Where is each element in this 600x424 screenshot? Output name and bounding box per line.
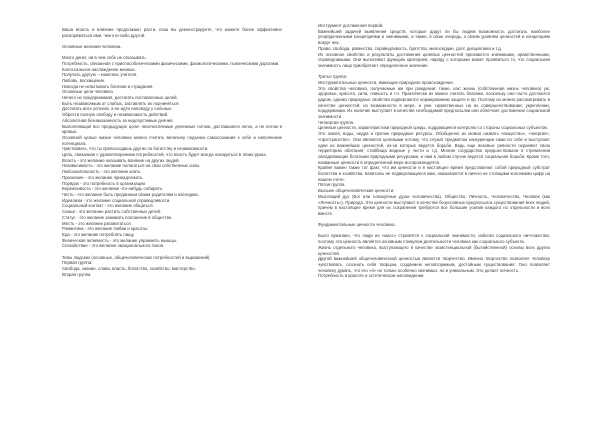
paragraph: Честь - это желание быть преданным своим родителям и наследию.: [62, 191, 199, 197]
paragraph: Романтика - это желание любви и красоты.: [62, 226, 149, 232]
paragraph: Целевые ценности, характеристики природной среды, поддающиеся контролю со стороны социальных субъектов.: [318, 125, 548, 131]
paragraph: Любовь, восхищение.: [62, 77, 106, 83]
paragraph: Независимость - это желание полагаться на свои собственные силы.: [62, 163, 201, 169]
paragraph: Ваша власть и влияние продолжают расти, пока вы демонстрируете, что можете более эффективно распоряжаться ими, чем кто-либо другой.: [62, 27, 282, 38]
paragraph: Свобода, знание, слава, власть, богатство, хозяйство, мастерство.: [62, 265, 196, 271]
paragraph: Пятая группа: [318, 182, 345, 188]
paragraph: Никогда не испытывать болезни и страдания.: [62, 83, 154, 89]
paragraph: Достигать всех успехов, а не идти наповоду у сильных.: [62, 106, 173, 112]
paragraph: Порядок - это потребность в организации.: [62, 180, 147, 186]
paragraph: Обрести полную свободу и независимость действий.: [62, 112, 169, 118]
paragraph: Основные желания человека.: [62, 43, 122, 49]
paragraph: Их основное свойство и результаты достижения целевых ценностей признаются значимыми, нравственными, справедливыми. Они выполняют функцию критериев, наряду с которыми может проявиться то, что социальная значимость лица приобретает определенное значение.: [318, 51, 550, 68]
paragraph: Выполняющая все предыдущие цели- неисчисляемые денежные потоки, доставшиеся легко, а не потом и кровью.: [62, 123, 282, 135]
paragraph: Чувствовать, что ты превосходишь других по богатству и независимости.: [62, 146, 209, 152]
paragraph: Получать другую – комплекс учителя.: [62, 72, 138, 78]
paragraph: Четвертая группа:: [318, 119, 355, 125]
paragraph: Основные цели человека.: [62, 89, 114, 95]
paragraph: Фундаментальные ценности человека.: [318, 222, 396, 228]
left-text-column: [62, 27, 282, 277]
paragraph: Типы людских (основных, общечеловеческих потребностей и выражений): [62, 254, 210, 260]
paragraph: Статус - это желание занимать положение в обществе.: [62, 214, 173, 220]
paragraph: Вторая группа: [62, 271, 91, 277]
paragraph: Было признано, что люди из «масс» стремятся к социальной значимости, избегая социального ничтожества, поэтому эта ценность является основным стимулом деятельности человека как социального субъекта.: [318, 233, 550, 245]
paragraph: Жизнь отдельного человека, выступающего в качестве экзистенциальной (бытийственной) основы всех других ценностей.: [318, 244, 550, 256]
paragraph: Семья - это желание растить собственных детей.: [62, 209, 162, 215]
paragraph: Власть - это желание оказывать влияние на других людей.: [62, 157, 180, 163]
paragraph: Еда - это желание потреблять пищу.: [62, 231, 135, 237]
paragraph: Физическая активность - это желание упражнять мышцы.: [62, 237, 178, 243]
paragraph: Инструментальные ценности, имеющие природное происхождение.: [318, 79, 455, 85]
paragraph: Это земля, воды, недра и прочие природные ресурсы. Обобщенно их можно назвать «вещество», «энергия», «пространство». Они являются целевыми потому, что служат предметом конкуренции сами по себе и выступают одни из важнейших ценностей, из-за которых ведется борьба. Ведь еще вековые ревности охраняют свою территорию обитания; стойбища жадные у чести и т.д. Многие государства предшествовали в стремлении овладевающих богатыми природными ресурсами, и нам в любом случае ведется социальная борьба. Кроме того, названные ценности в определенной мере воспроизводятся.: [318, 131, 550, 165]
paragraph: Высшие общечеловеческие ценности:: [318, 188, 395, 194]
paragraph: Спокойствие - это желание эмоционального покоя.: [62, 243, 165, 249]
paragraph: Потребность, связанная с приспособленческими физическими, физиологическими, психическими дорогами.: [62, 60, 280, 66]
paragraph: Потребность в красоте и эстетическом наслаждении.: [318, 273, 425, 279]
paragraph: Первая группа:: [62, 260, 93, 266]
right-text-column: [318, 23, 550, 279]
paragraph: Инструмент достижения первой.: [318, 23, 384, 28]
paragraph: Социальный контакт - это желание общаться.: [62, 203, 154, 209]
paragraph: Колоссальное наслаждение жизнью.: [62, 66, 136, 72]
paragraph: Быть независимым от слабых, заставлять их подчиняться.: [62, 100, 180, 106]
paragraph: Бережливость - это желание что-нибудь собирать.: [62, 186, 164, 192]
paragraph: Признание - это желание принадлежать.: [62, 174, 144, 180]
paragraph: Основной целью жизни человека можно считать величину подъема самосознания к себе и наполнение потенциала.: [62, 134, 282, 146]
paragraph: Другой важнейшей общечеловеческой ценностью является творчество. Именно творчество позволяет человеку чувствовать, осознать себя творцом, созданием неповторимым, достойным существования. Оно позволяет человеку думать, что его «я» не только особенно значимых, но и уникальным. Это делает личность.: [318, 256, 550, 273]
paragraph: Много денег, ни в чем себе не отказывать.: [62, 55, 147, 61]
paragraph: Ничего не предпринимая, достигать поставленных целей.: [62, 95, 178, 101]
paragraph: Важнейшей задачей выявления средств, которые дадут ли бы людям возможность достигать наиболее упорядоченными концепциями и значимыми, а также, в свою очередь, к своим уровням ценностей и концепциям вокруг них.: [318, 28, 550, 46]
paragraph: Абсолютная безнаказанность за недопустимые деяния.: [62, 117, 174, 123]
paragraph: Месть - это желание расквитаться.: [62, 220, 132, 226]
paragraph: Цель, связанная с удовлетворением потребностей, что власть будет всегда находиться в твоих руках.: [62, 152, 267, 158]
paragraph: Третья группа:: [318, 74, 348, 80]
paragraph: Идеализм - это желание социальной справедливости.: [62, 197, 171, 203]
paragraph: Мыслящий дух (Бог или совокупные души человечества), Общество, Личность, Человечество, Человек (как «Личность»), Природа. Эти ценности выступают в качестве безусловных предпосылок существования всех людей, причем в настоящее время для их сохранения требуются все большие усилия каждого по отдельности и всех вместе.: [318, 193, 550, 216]
paragraph: Крайне важен также тот факт, что им ценности и в настоящее время представляют собой природный субстрат богатства и хозяйства. Капиталы не подвергающиеся ими, оказываются в ничего не стоящими колонками цифр на нашем счете.: [318, 165, 550, 182]
paragraph: Любознательность - это желание знать.: [62, 169, 142, 175]
paragraph: Право, свобода, равенство, справедливость, братство, милосердие, долг, дисциплина и т.д.: [318, 45, 502, 51]
paragraph: Это свойства человека, получаемые им при рождении: такие, как: жизнь (собственная жизнь человека) уж, здоровье, красота, сила, ловкость и т.п. Практически их можно считать благами, поскольку они часто достаются даром, однако природные свойства подвергаются нормированию защите и пр. Поэтому их можно рассматривать в качестве ценностей: из возможности в мере, и уже, нравственных на их совершенствовании; укреплении, поддержании. Их наличие выступает в качестве необходимой предпосылки или облегчает достижение социальной значимости.: [318, 85, 550, 120]
